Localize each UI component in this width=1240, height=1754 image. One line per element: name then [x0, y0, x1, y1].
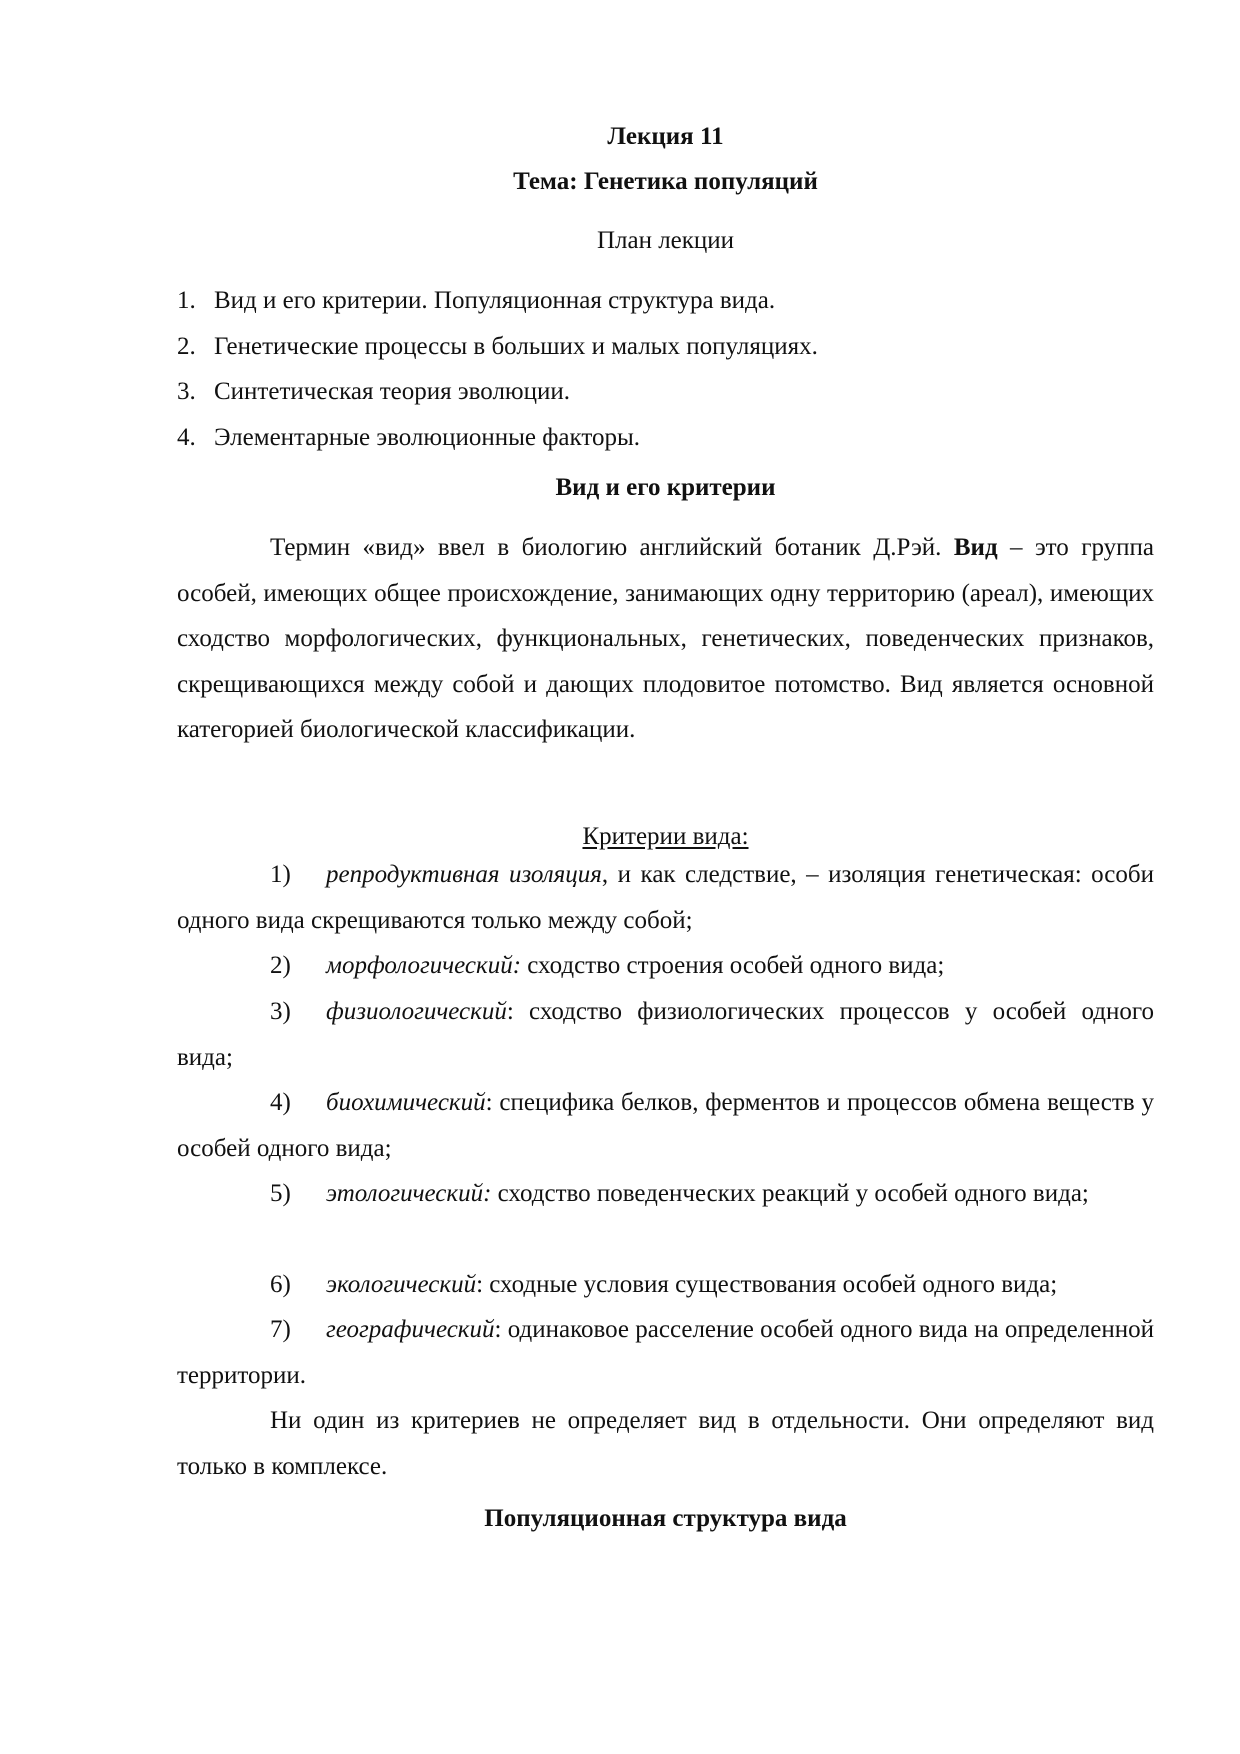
- criterion-text: : одинаковое расселение особей одного вида на определенной территории.: [177, 1316, 1154, 1389]
- criterion-text: сходство поведенческих реакций у особей одного вида;: [491, 1180, 1089, 1207]
- criterion-name: экологический: [326, 1271, 477, 1298]
- criterion-name: репродуктивная изоляция: [326, 861, 602, 888]
- paragraph-intro: Термин «вид» ввел в биологию английский ботаник Д.Рэй.: [270, 534, 954, 561]
- section-title-species: Вид и его критерии: [555, 474, 776, 501]
- criteria-heading-text: Критерии вида:: [582, 823, 749, 850]
- defined-term: Вид: [953, 534, 998, 561]
- paragraph-rest: – это группа особей, имеющих общее происхождение, занимающих одну территорию (ареал), имеющих сходство морфологических, функциональных, генетических, поведенческих признаков, скрещивающихся между собой и дающих плодовитое потомство. Вид является основной категорией биологической классификации.: [177, 534, 1154, 743]
- criterion-item: [177, 1171, 1154, 1217]
- criterion-item: [177, 943, 1154, 989]
- plan-item: [177, 278, 1154, 324]
- plan-item-text: Синтетическая теория эволюции.: [214, 378, 570, 405]
- criterion-name: морфологический:: [326, 952, 522, 979]
- plan-item-number: 4.: [177, 423, 196, 451]
- section-title-population-structure: Популяционная структура вида: [484, 1505, 847, 1532]
- lecture-title: Лекция 11: [607, 123, 724, 150]
- criterion-text: : специфика белков, ферментов и процессов обмена веществ у особей одного вида;: [177, 1089, 1154, 1162]
- criterion-item: [177, 1262, 1154, 1308]
- criterion-name: физиологический: [326, 998, 507, 1025]
- plan-item-number: 2.: [177, 332, 196, 360]
- criterion-item: [177, 989, 1154, 1080]
- criterion-item: [177, 852, 1154, 943]
- criterion-item: [177, 1080, 1154, 1171]
- topic-title: Тема: Генетика популяций: [513, 168, 818, 195]
- plan-item: [177, 415, 1154, 461]
- plan-item-number: 1.: [177, 287, 196, 314]
- closing-paragraph: Ни один из критериев не определяет вид в отдельности. Они определяют вид только в комплексе.: [177, 1407, 1154, 1480]
- criterion-name: этологический:: [326, 1180, 492, 1207]
- criterion-number: 6): [270, 1271, 291, 1298]
- plan-item: [177, 324, 1154, 370]
- plan-title: План лекции: [596, 227, 735, 254]
- plan-item-text: Генетические процессы в больших и малых популяциях.: [214, 332, 818, 360]
- criterion-number: 4): [270, 1089, 291, 1116]
- criterion-number: 1): [270, 861, 291, 888]
- criterion-text: : сходные условия существования особей одного вида;: [476, 1271, 1058, 1298]
- plan-item-text: Вид и его критерии. Популяционная структура вида.: [214, 287, 776, 314]
- criterion-number: 5): [270, 1180, 291, 1207]
- plan-item-number: 3.: [177, 378, 196, 405]
- criterion-text: , и как следствие, – изоляция генетическая: особи одного вида скрещиваются только между собой;: [177, 861, 1154, 934]
- criterion-name: географический: [326, 1316, 495, 1343]
- criterion-text: сходство строения особей одного вида;: [521, 952, 945, 979]
- plan-item: [177, 369, 1154, 415]
- criterion-item: [177, 1307, 1154, 1398]
- criterion-name: биохимический: [326, 1089, 486, 1116]
- plan-item-text: Элементарные эволюционные факторы.: [214, 423, 640, 451]
- criterion-number: 2): [270, 952, 291, 979]
- criterion-number: 7): [270, 1316, 291, 1343]
- lecture-plan-list: [177, 278, 1154, 460]
- criterion-number: 3): [270, 998, 291, 1025]
- species-definition-paragraph: [177, 525, 1154, 753]
- criterion-text: : сходство физиологических процессов у особей одного вида;: [177, 998, 1154, 1071]
